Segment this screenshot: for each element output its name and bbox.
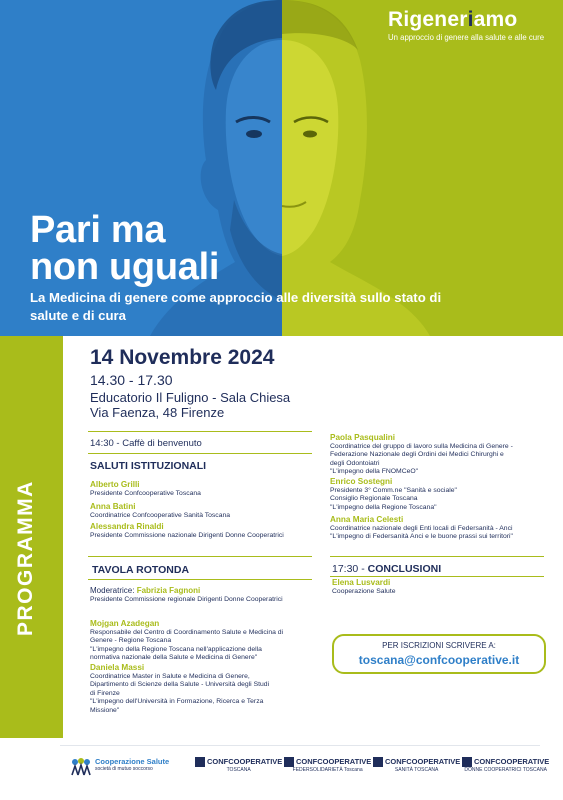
moderator-block: Moderatrice: Fabrizia Fagnoni Presidente Commissione regionale Dirigenti Donne Cooperatrici: [90, 586, 283, 603]
brand-tagline: Un approccio di genere alla salute e alle cure: [388, 33, 545, 42]
event-venue: Educatorio Il Fuligno - Sala Chiesa: [90, 390, 291, 405]
divider: [88, 556, 312, 557]
rigeneriamo-logo: [388, 8, 558, 43]
registration-email-link[interactable]: toscana@confcooperative.it: [358, 653, 520, 667]
registration-label: PER ISCRIZIONI SCRIVERE A:: [382, 641, 496, 650]
logo-confcooperative-sanita: CONFCOOPERATIVE SANITÀ TOSCANA: [373, 757, 460, 773]
panelist-block: Daniela Massi Coordinatrice Master in Salute e Medicina di Genere, Dipartimento di Scienze della Salute - Università degli Studi di Firenze "L'impegno dell'Università in Formazione, Ricerca e Terza Missione": [90, 663, 270, 714]
saluti-title: SALUTI ISTITUZIONALI: [90, 460, 207, 472]
divider: [88, 453, 312, 454]
tavola-rotonda-title: TAVOLA ROTONDA: [92, 564, 190, 576]
cc-mark-icon: [195, 757, 205, 767]
speaker-block: Anna Maria Celesti Coordinatrice nazionale degli Enti locali di Federsanità - Anci "L'impegno di Federsanità Anci e le buone prassi sui territori": [330, 515, 513, 541]
speaker-block: Enrico Sostegni Presidente 3° Comm.ne "Sanità e sociale" Consiglio Regionale Toscana "L'impegno della Regione Toscana": [330, 477, 457, 511]
program-label: PROGRAMMA: [14, 480, 37, 636]
divider: [330, 556, 544, 557]
speaker-block: Anna Batini Coordinatrice Confcooperative Sanità Toscana: [90, 502, 231, 519]
hero: [0, 0, 563, 336]
conclusioni-speaker: Elena Lusvardi Cooperazione Salute: [332, 578, 396, 595]
divider: [330, 576, 544, 577]
divider: [88, 579, 312, 580]
logo-cooperazione-salute: Cooperazione Salute società di mutuo soccorso: [70, 757, 144, 777]
welcome-coffee: 14:30 - Caffè di benvenuto: [90, 438, 202, 449]
event-date: 14 Novembre 2024: [90, 346, 275, 369]
event-address: Via Faenza, 48 Firenze: [90, 405, 225, 420]
speaker-block: Paola Pasqualini Coordinatrice del gruppo di lavoro sulla Medicina di Genere - Federazione Nazionale degli Ordini dei Medici Chirurghi e degli Odontoiatri "L'impegno della FNOMCeO": [330, 433, 513, 476]
brand-name: Rigeneriamo: [388, 8, 518, 31]
cc-mark-icon: [284, 757, 294, 767]
registration-box: [332, 634, 546, 674]
logo-donne-cooperatrici: CONFCOOPERATIVE DONNE COOPERATRICI TOSCANA: [462, 757, 549, 773]
cc-mark-icon: [373, 757, 383, 767]
panelist-block: Mojgan Azadegan Responsabile del Centro di Coordinamento Salute e Medicina di Genere - Regione Toscana "L'impegno della Regione Toscana nell'applicazione della normativa nazionale della Salute e Medicina di Genere": [90, 619, 284, 662]
people-icon: [70, 757, 92, 777]
logo-federsolidarieta: CONFCOOPERATIVE FEDERSOLIDARIETÀ Toscana: [284, 757, 371, 773]
speaker-block: Alberto Grilli Presidente Confcooperative Toscana: [90, 480, 201, 497]
cc-mark-icon: [462, 757, 472, 767]
divider: [88, 431, 312, 432]
main-title: Pari ma non uguali: [30, 209, 220, 288]
subtitle: La Medicina di genere come approccio alle diversità sullo stato di salute e di cura: [30, 290, 442, 323]
conclusioni-title: 17:30 - CONCLUSIONI: [332, 563, 442, 575]
event-time: 14.30 - 17.30: [90, 372, 173, 388]
footer-divider: [60, 745, 540, 746]
logo-confcooperative-toscana: CONFCOOPERATIVE TOSCANA: [195, 757, 282, 773]
speaker-block: Alessandra Rinaldi Presidente Commissione nazionale Dirigenti Donne Cooperatrici: [90, 522, 284, 539]
